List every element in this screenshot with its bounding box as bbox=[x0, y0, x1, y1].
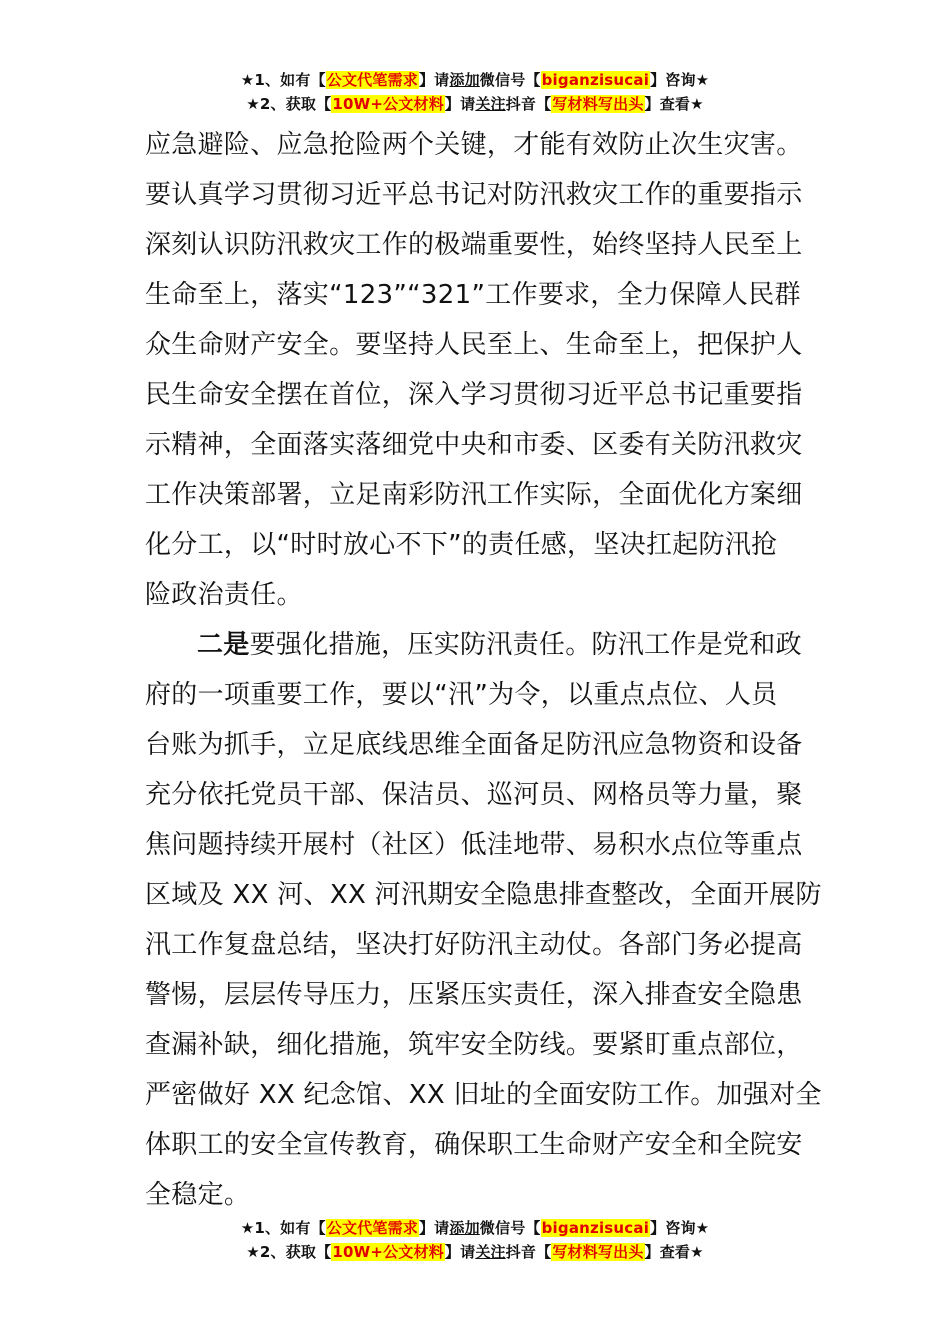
highlight-service: 公文代笔需求 bbox=[326, 71, 418, 89]
banner-text: 】咨询★ bbox=[650, 1219, 710, 1237]
banner-text: ★1、如有【 bbox=[240, 1219, 326, 1237]
text-line: 应急避险、应急抢险两个关键，才能有效防止次生灾害。 bbox=[145, 130, 803, 160]
banner-text: 】请 bbox=[418, 71, 450, 89]
text-line: 查漏补缺，细化措施，筑牢安全防线。要紧盯重点部位， bbox=[145, 1030, 803, 1060]
paragraph-lead: 二是 bbox=[197, 630, 250, 660]
banner-text: ★2、获取【 bbox=[246, 95, 332, 113]
banner-text: 】请 bbox=[444, 1243, 476, 1261]
banner-line-1 bbox=[0, 1216, 950, 1240]
banner-line-2 bbox=[0, 1240, 950, 1264]
banner-text: ★2、获取【 bbox=[246, 1243, 332, 1261]
text-line: 生命至上，落实“123”“321”工作要求，全力保障人民群 bbox=[145, 280, 801, 310]
banner-text: 关注 bbox=[475, 95, 506, 113]
paragraph-2 bbox=[145, 620, 822, 1220]
document-body bbox=[145, 120, 822, 1220]
text-line: 府的一项重要工作，要以“汛”为令，以重点点位、人员 bbox=[145, 680, 778, 710]
text-line: 汛工作复盘总结，坚决打好防汛主动仗。各部门务必提高 bbox=[145, 930, 803, 960]
header-banner bbox=[0, 68, 950, 116]
banner-text: ★1、如有【 bbox=[240, 71, 326, 89]
text-line: 全稳定。 bbox=[145, 1180, 251, 1210]
banner-text: 微信号【 bbox=[479, 71, 541, 89]
text-line: 警惕，层层传导压力，压紧压实责任，深入排查安全隐患 bbox=[145, 980, 803, 1010]
banner-text: 】查看★ bbox=[644, 95, 704, 113]
text-line: 台账为抓手，立足底线思维全面备足防汛应急物资和设备 bbox=[145, 730, 803, 760]
text-line: 工作决策部署，立足南彩防汛工作实际，全面优化方案细 bbox=[145, 480, 803, 510]
text-line: 深刻认识防汛救灾工作的极端重要性，始终坚持人民至上 bbox=[145, 230, 803, 260]
highlight-materials: 10W+公文材料 bbox=[332, 95, 444, 113]
banner-text: 添加 bbox=[449, 1219, 480, 1237]
banner-text: 】咨询★ bbox=[650, 71, 710, 89]
highlight-wechat-id: biganzisucai bbox=[541, 71, 650, 89]
banner-line-2 bbox=[0, 92, 950, 116]
text-line: 示精神，全面落实落细党中央和市委、区委有关防汛救灾 bbox=[145, 430, 803, 460]
text-line: 充分依托党员干部、保洁员、巡河员、网格员等力量，聚 bbox=[145, 780, 803, 810]
banner-text: 】请 bbox=[444, 95, 476, 113]
banner-text: 抖音【 bbox=[505, 1243, 552, 1261]
text-line bbox=[145, 620, 810, 670]
banner-text: 关注 bbox=[475, 1243, 506, 1261]
text-line: 严密做好 XX 纪念馆、XX 旧址的全面安防工作。加强对全 bbox=[145, 1080, 822, 1110]
text-line: 众生命财产安全。要坚持人民至上、生命至上，把保护人 bbox=[145, 330, 803, 360]
banner-text: 抖音【 bbox=[505, 95, 552, 113]
highlight-wechat-id: biganzisucai bbox=[541, 1219, 650, 1237]
highlight-douyin: 写材料写出头 bbox=[552, 95, 644, 113]
banner-text: 】请 bbox=[418, 1219, 450, 1237]
text-line: 区域及 XX 河、XX 河汛期安全隐患排查整改，全面开展防 bbox=[145, 880, 822, 910]
text-line: 焦问题持续开展村（社区）低洼地带、易积水点位等重点 bbox=[145, 830, 803, 860]
paragraph-1 bbox=[145, 120, 810, 620]
highlight-materials: 10W+公文材料 bbox=[332, 1243, 444, 1261]
banner-text: 添加 bbox=[449, 71, 480, 89]
text-line: 民生命安全摆在首位，深入学习贯彻习近平总书记重要指 bbox=[145, 380, 803, 410]
banner-text: 微信号【 bbox=[479, 1219, 541, 1237]
footer-banner bbox=[0, 1216, 950, 1264]
banner-text: 】查看★ bbox=[644, 1243, 704, 1261]
banner-line-1 bbox=[0, 68, 950, 92]
text-run: 要强化措施，压实防汛责任。防汛工作是党和政 bbox=[249, 630, 802, 660]
text-line: 要认真学习贯彻习近平总书记对防汛救灾工作的重要指示 bbox=[145, 180, 803, 210]
text-line: 体职工的安全宣传教育，确保职工生命财产安全和全院安 bbox=[145, 1130, 803, 1160]
text-line: 化分工，以“时时放心不下”的责任感，坚决扛起防汛抢 bbox=[145, 530, 778, 560]
highlight-douyin: 写材料写出头 bbox=[552, 1243, 644, 1261]
text-line: 险政治责任。 bbox=[145, 580, 303, 610]
highlight-service: 公文代笔需求 bbox=[326, 1219, 418, 1237]
